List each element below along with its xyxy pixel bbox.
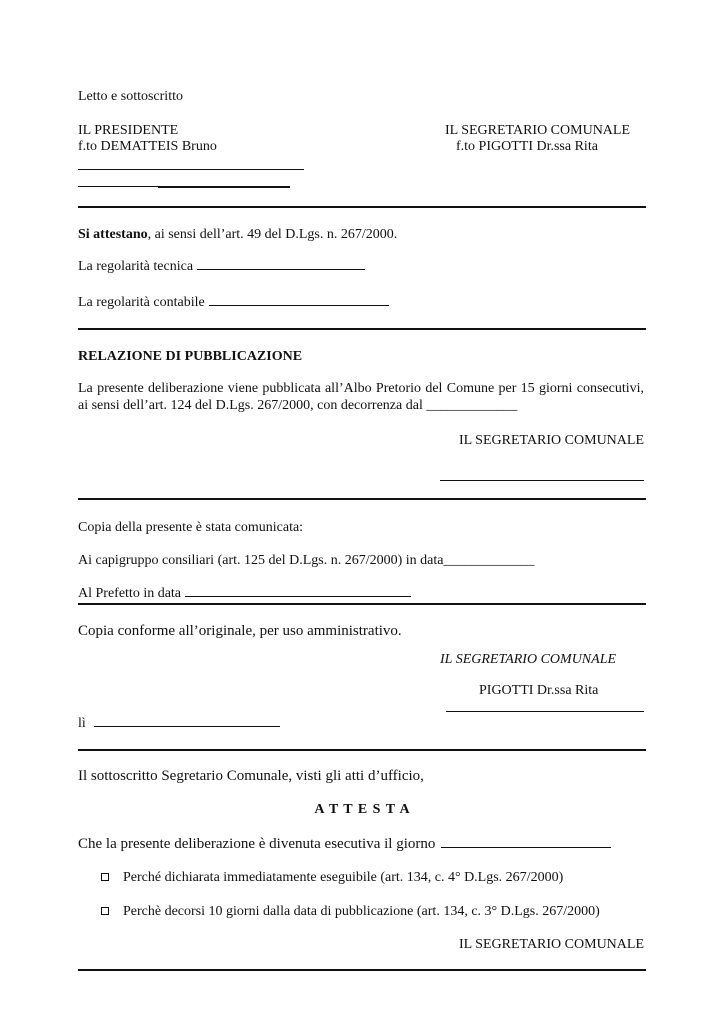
copy-place-blank bbox=[94, 726, 280, 727]
option-label: Perché dichiarata immediatamente eseguibile (art. 134, c. 4° D.Lgs. 267/2000) bbox=[123, 870, 564, 885]
communication-intro: Copia della presente è stata comunicata: bbox=[78, 520, 304, 535]
secretary-name: f.to PIGOTTI Dr.ssa Rita bbox=[456, 139, 598, 154]
publication-body bbox=[78, 380, 644, 414]
technical-regularity bbox=[78, 258, 365, 275]
signature-line bbox=[78, 169, 304, 170]
communication-groups-blank: _____________ bbox=[443, 553, 535, 568]
attestation-lead-bold: Si attestano bbox=[78, 227, 148, 242]
accounting-regularity-blank bbox=[209, 305, 389, 306]
executive-intro: Il sottoscritto Segretario Comunale, visti gli atti d’ufficio, bbox=[78, 768, 424, 784]
section-divider bbox=[78, 328, 646, 330]
copy-place-label: lì bbox=[78, 716, 86, 731]
copy-secretary-title: IL SEGRETARIO COMUNALE bbox=[440, 652, 617, 667]
president-title: IL PRESIDENTE bbox=[78, 123, 179, 138]
technical-regularity-blank bbox=[197, 269, 365, 270]
attestation-lead bbox=[78, 226, 397, 243]
publication-secretary: IL SEGRETARIO COMUNALE bbox=[458, 433, 644, 448]
signature-line bbox=[78, 186, 158, 187]
executive-secretary: IL SEGRETARIO COMUNALE bbox=[458, 937, 644, 952]
publication-heading: RELAZIONE DI PUBBLICAZIONE bbox=[78, 349, 303, 364]
section-divider bbox=[78, 749, 646, 751]
accounting-regularity bbox=[78, 294, 389, 311]
signature-line bbox=[440, 480, 644, 481]
publication-date-blank: _____________ bbox=[426, 398, 518, 413]
checkbox-icon[interactable] bbox=[101, 907, 109, 915]
copy-place bbox=[78, 715, 280, 732]
attestation-lead-rest: , ai sensi dell’art. 49 del D.Lgs. n. 267/2000. bbox=[147, 227, 398, 242]
communication-prefect-label: Al Prefetto in data bbox=[78, 586, 182, 601]
executive-date-blank bbox=[441, 847, 611, 848]
section-divider bbox=[78, 969, 646, 971]
attesta-heading: A T T E S T A bbox=[314, 802, 411, 817]
checkbox-icon[interactable] bbox=[101, 873, 109, 881]
executive-statement bbox=[78, 835, 611, 853]
copy-secretary-name: PIGOTTI Dr.ssa Rita bbox=[479, 683, 599, 698]
communication-prefect-blank bbox=[185, 596, 411, 597]
publication-body-text: La presente deliberazione viene pubblicata all’Albo Pretorio del Comune per 15 giorni consecutivi, ai sensi dell’art. 124 del D.Lgs. 267/2000, con decorrenza dal bbox=[78, 381, 644, 413]
signature-line bbox=[158, 186, 290, 188]
communication-groups-text: Ai capigruppo consiliari (art. 125 del D.Lgs. n. 267/2000) in data bbox=[78, 553, 444, 568]
accounting-regularity-label: La regolarità contabile bbox=[78, 295, 205, 310]
section-divider bbox=[78, 603, 646, 605]
signature-line bbox=[446, 711, 644, 712]
section-divider bbox=[78, 498, 646, 500]
copy-conform: Copia conforme all’originale, per uso amministrativo. bbox=[78, 623, 402, 639]
technical-regularity-label: La regolarità tecnica bbox=[78, 259, 194, 274]
secretary-title: IL SEGRETARIO COMUNALE bbox=[445, 123, 631, 138]
president-name: f.to DEMATTEIS Bruno bbox=[78, 139, 217, 154]
read-signed-label: Letto e sottoscritto bbox=[78, 89, 183, 104]
communication-groups bbox=[78, 552, 534, 569]
option-item bbox=[101, 903, 600, 920]
communication-prefect bbox=[78, 585, 411, 602]
option-item bbox=[101, 869, 563, 886]
option-label: Perchè decorsi 10 giorni dalla data di pubblicazione (art. 134, c. 3° D.Lgs. 267/2000) bbox=[123, 904, 600, 919]
executive-statement-text: Che la presente deliberazione è divenuta esecutiva il giorno bbox=[78, 836, 436, 852]
section-divider bbox=[78, 206, 646, 208]
